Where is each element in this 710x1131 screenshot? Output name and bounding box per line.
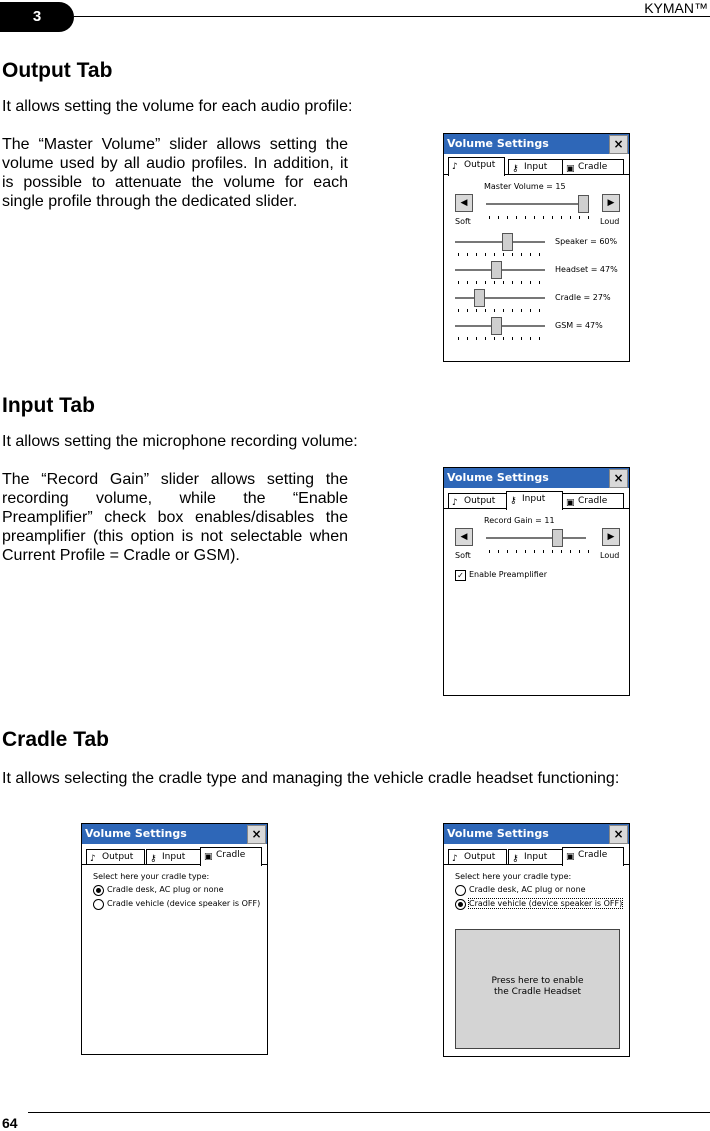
gain-slider-thumb[interactable] (552, 529, 563, 547)
radio-cradle-desk[interactable] (93, 885, 104, 896)
dialog-title: Volume Settings (447, 137, 549, 150)
tab-output[interactable] (448, 493, 507, 509)
soft-label: Soft (455, 217, 471, 226)
master-slider-track[interactable] (486, 203, 586, 205)
cradle-tab-screenshot-1 (81, 823, 268, 1055)
profile-label: Cradle = 27% (555, 293, 611, 302)
close-button[interactable]: × (609, 469, 628, 488)
tab-input-label: Input (162, 852, 186, 862)
tab-cradle[interactable] (562, 159, 624, 175)
dialog-titlebar (82, 824, 267, 844)
speaker-icon: ♪ (452, 498, 458, 508)
loud-label: Loud (600, 551, 620, 560)
radio-cradle-vehicle[interactable] (455, 899, 466, 910)
input-desc: The “Record Gain” slider allows setting the recording volume, while the “Enable Preamplifier” check box enables/disables the preamplifier (this option is not selectable when Current Profile = Cradle or GSM). (2, 471, 348, 564)
key-icon: ⚷ (512, 854, 519, 864)
tab-body (444, 174, 629, 361)
close-button[interactable]: × (609, 825, 628, 844)
soft-label: Soft (455, 551, 471, 560)
tab-input[interactable] (146, 849, 201, 865)
master-slider-ticks (489, 216, 589, 219)
enable-headset-label: Press here to enable the Cradle Headset (491, 976, 584, 997)
key-icon: ⚷ (150, 854, 157, 864)
tab-cradle[interactable] (200, 847, 262, 866)
tab-cradle-label: Cradle (216, 850, 246, 860)
output-heading: Output Tab (2, 59, 113, 82)
cradle-icon: ▣ (566, 498, 575, 508)
profile-slider-track[interactable] (455, 241, 545, 243)
dialog-title: Volume Settings (447, 827, 549, 840)
profile-slider-ticks (458, 337, 548, 340)
tab-cradle-label: Cradle (578, 496, 608, 506)
cradle-icon: ▣ (204, 852, 213, 862)
tab-output[interactable] (86, 849, 145, 865)
header-rule (74, 16, 710, 17)
gain-up-button[interactable]: ▶ (602, 528, 620, 546)
volume-up-button[interactable]: ▶ (602, 194, 620, 212)
profile-slider-ticks (458, 309, 548, 312)
cradle-prompt: Select here your cradle type: (93, 872, 210, 881)
input-intro: It allows setting the microphone recording volume: (2, 433, 358, 450)
profile-label: Headset = 47% (555, 265, 618, 274)
chapter-badge: 3 (0, 2, 74, 32)
preamp-label: Enable Preamplifier (469, 570, 547, 579)
profile-slider-thumb[interactable] (491, 261, 502, 279)
loud-label: Loud (600, 217, 620, 226)
speaker-icon: ♪ (452, 854, 458, 864)
tab-cradle-label: Cradle (578, 850, 608, 860)
key-icon: ⚷ (510, 496, 517, 506)
tab-output-label: Output (464, 496, 496, 506)
profile-slider-thumb[interactable] (474, 289, 485, 307)
cradle-icon: ▣ (566, 852, 575, 862)
master-volume-label: Master Volume = 15 (484, 182, 566, 191)
dialog-titlebar (444, 134, 629, 154)
tab-cradle[interactable] (562, 847, 624, 866)
close-button[interactable]: × (609, 135, 628, 154)
page-number: 64 (2, 1115, 18, 1131)
profile-label: GSM = 47% (555, 321, 603, 330)
input-tab-screenshot (443, 467, 630, 696)
profile-slider-ticks (458, 281, 548, 284)
master-slider-thumb[interactable] (578, 195, 589, 213)
tab-input-label: Input (524, 162, 548, 172)
tab-body (444, 508, 629, 695)
tab-output-label: Output (464, 852, 496, 862)
cradle-intro: It allows selecting the cradle type and managing the vehicle cradle headset functioning: (2, 770, 620, 787)
tab-output-label: Output (464, 160, 496, 170)
tab-output[interactable] (448, 157, 505, 176)
tab-body (82, 864, 267, 1054)
tab-body (444, 864, 629, 1056)
output-intro: It allows setting the volume for each audio profile: (2, 98, 353, 115)
brand-title: KYMAN™ (644, 0, 708, 16)
dialog-titlebar (444, 468, 629, 488)
footer-rule (28, 1112, 710, 1113)
tab-input[interactable] (508, 849, 563, 865)
speaker-icon: ♪ (452, 162, 458, 172)
cradle-heading: Cradle Tab (2, 728, 109, 751)
key-icon: ⚷ (512, 164, 519, 174)
preamp-checkbox[interactable]: ✓ (455, 570, 466, 581)
profile-label: Speaker = 60% (555, 237, 618, 246)
profile-slider-track[interactable] (455, 297, 545, 299)
tab-cradle-label: Cradle (578, 162, 608, 172)
cradle-icon: ▣ (566, 164, 575, 174)
tab-cradle[interactable] (562, 493, 624, 509)
profile-slider-thumb[interactable] (502, 233, 513, 251)
radio-cradle-vehicle-label: Cradle vehicle (device speaker is OFF) (469, 899, 623, 908)
gain-slider-ticks (489, 550, 589, 553)
speaker-icon: ♪ (90, 854, 96, 864)
radio-cradle-desk[interactable] (455, 885, 466, 896)
radio-cradle-desk-label: Cradle desk, AC plug or none (107, 885, 224, 894)
tab-input-label: Input (524, 852, 548, 862)
enable-headset-button[interactable] (455, 929, 620, 1049)
radio-cradle-vehicle[interactable] (93, 899, 104, 910)
dialog-title: Volume Settings (447, 471, 549, 484)
tab-input[interactable] (508, 159, 565, 175)
volume-down-button[interactable]: ◀ (455, 194, 473, 212)
profile-slider-thumb[interactable] (491, 317, 502, 335)
tab-output[interactable] (448, 849, 507, 865)
close-button[interactable]: × (247, 825, 266, 844)
cradle-tab-screenshot-2 (443, 823, 630, 1057)
dialog-titlebar (444, 824, 629, 844)
gain-down-button[interactable]: ◀ (455, 528, 473, 546)
profile-slider-ticks (458, 253, 548, 256)
tab-input[interactable] (506, 491, 563, 510)
input-heading: Input Tab (2, 394, 95, 417)
record-gain-label: Record Gain = 11 (484, 516, 555, 525)
gain-slider-track[interactable] (486, 537, 586, 539)
output-tab-screenshot (443, 133, 630, 362)
radio-cradle-desk-label: Cradle desk, AC plug or none (469, 885, 586, 894)
dialog-title: Volume Settings (85, 827, 187, 840)
radio-cradle-vehicle-label: Cradle vehicle (device speaker is OFF) (107, 899, 261, 908)
tab-output-label: Output (102, 852, 134, 862)
output-desc: The “Master Volume” slider allows setting the volume used by all audio profiles. In addition, it is possible to attenuate the volume for each single profile through the dedicated slider. (2, 136, 348, 210)
cradle-prompt: Select here your cradle type: (455, 872, 572, 881)
tab-input-label: Input (522, 494, 546, 504)
